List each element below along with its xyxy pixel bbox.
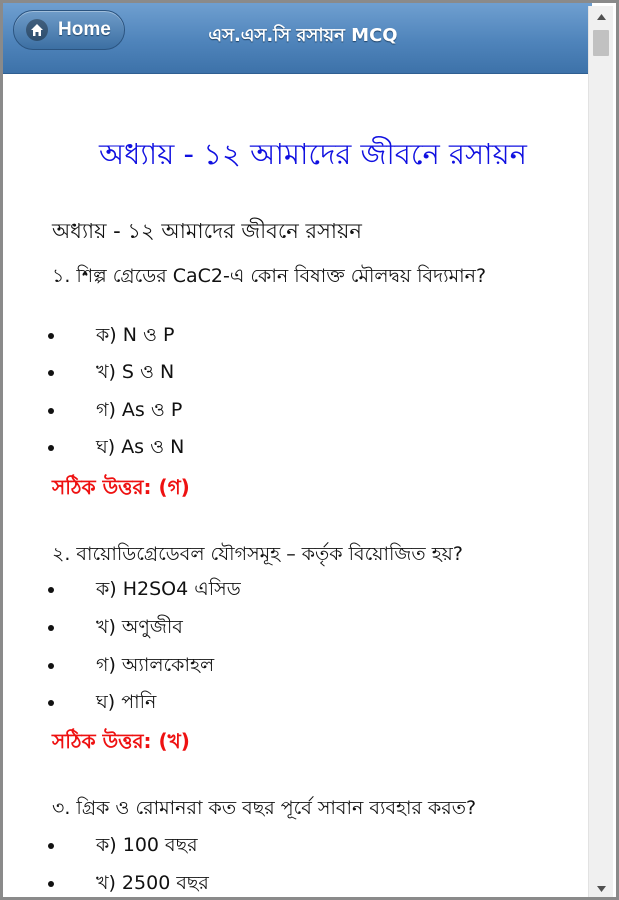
option-text: খ) 2500 বছর <box>96 872 209 894</box>
app-title: এস.এস.সি রসায়ন MCQ <box>208 25 398 46</box>
bullet <box>48 370 54 376</box>
question-2-option <box>48 650 568 680</box>
home-icon <box>26 19 48 41</box>
home-button[interactable] <box>13 10 125 50</box>
bullet <box>48 445 54 451</box>
bullet <box>48 843 54 849</box>
question-2-option <box>48 612 568 642</box>
home-button-label: Home <box>58 19 111 40</box>
question-1-option <box>48 357 568 387</box>
bullet <box>48 333 54 339</box>
bullet <box>48 625 54 631</box>
answer-label: সঠিক উত্তর: <box>52 475 152 499</box>
option-text: গ) অ্যালকোহল <box>96 654 215 676</box>
option-text: খ) S ও N <box>96 361 175 383</box>
arrow-down-icon[interactable] <box>589 880 613 898</box>
bullet <box>48 663 54 669</box>
bullet <box>48 881 54 887</box>
question-1-option <box>48 395 568 425</box>
question-2-option <box>48 687 568 717</box>
answer-value: (গ) <box>158 475 190 499</box>
bullet <box>48 408 54 414</box>
bullet <box>48 700 54 706</box>
option-text: গ) As ও P <box>96 399 183 421</box>
option-text: খ) অণুজীব <box>96 616 183 638</box>
main-content <box>6 74 592 900</box>
bullet <box>48 587 54 593</box>
question-3: ৩. গ্রিক ও রোমানরা কত বছর পূর্বে সাবান ব্যবহার করত? <box>52 797 477 819</box>
question-2-answer <box>52 726 190 756</box>
chapter-heading: অধ্যায় - ১২ আমাদের জীবনে রসায়ন <box>99 137 527 171</box>
question-1-option <box>48 432 568 462</box>
arrow-up-icon[interactable] <box>589 8 613 26</box>
question-3-option <box>48 830 568 860</box>
question-3-option <box>48 868 568 898</box>
question-1: ১. শিল্প গ্রেডের CaC2-এ কোন বিষাক্ত মৌলদ্বয় বিদ্যমান? <box>52 265 487 287</box>
question-2-option <box>48 574 568 604</box>
header-bar <box>3 3 592 74</box>
option-text: ঘ) পানি <box>96 691 157 713</box>
chapter-subheading: অধ্যায় - ১২ আমাদের জীবনে রসায়ন <box>52 219 362 243</box>
scrollbar-thumb[interactable] <box>593 30 609 56</box>
vertical-scrollbar[interactable] <box>588 6 613 900</box>
option-text: ক) N ও P <box>96 324 175 346</box>
question-1-option <box>48 320 568 350</box>
question-2: ২. বায়োডিগ্রেডেবল যৌগসমূহ – কর্তৃক বিয়োজিত হয়? <box>52 543 463 565</box>
question-1-answer <box>52 472 190 502</box>
option-text: ঘ) As ও N <box>96 436 185 458</box>
answer-label: সঠিক উত্তর: <box>52 729 152 753</box>
answer-value: (খ) <box>158 729 190 753</box>
option-text: ক) 100 বছর <box>96 834 198 856</box>
option-text: ক) H2SO4 এসিড <box>96 578 241 600</box>
